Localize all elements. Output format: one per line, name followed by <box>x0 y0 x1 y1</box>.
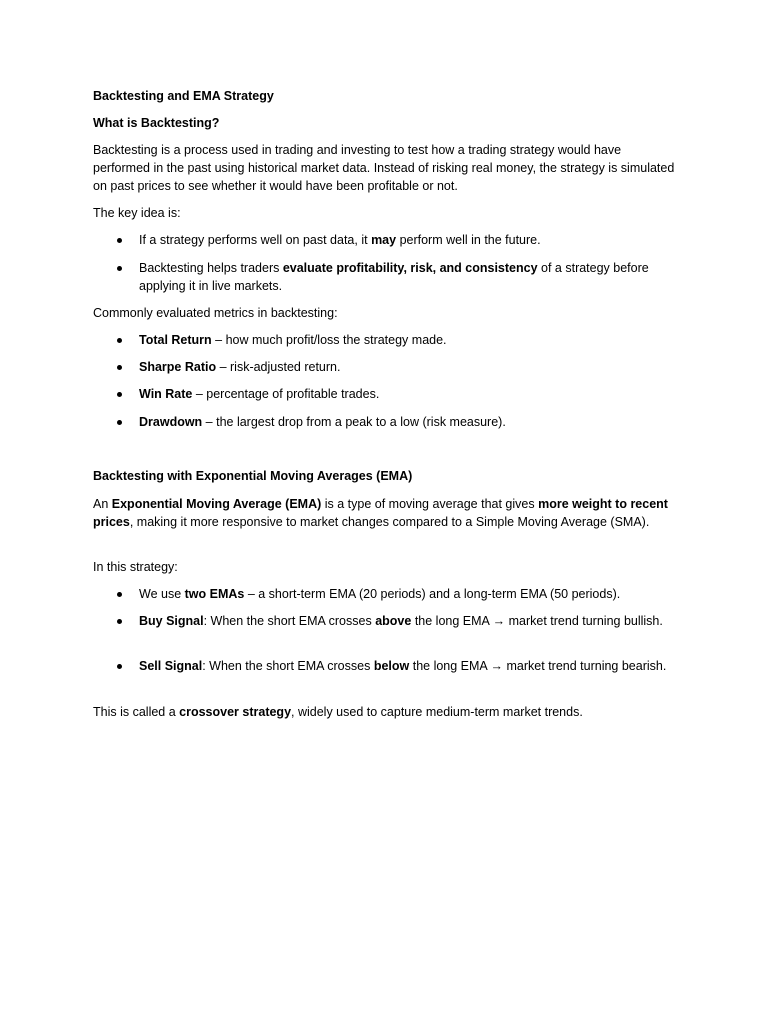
key-idea-list-2 <box>93 259 678 295</box>
list-item: Sell Signal: When the short EMA crosses below the long EMA → market trend turning bearish. <box>93 657 678 675</box>
section-heading-backtesting: What is Backtesting? <box>93 116 220 130</box>
strategy-list-2 <box>93 612 678 630</box>
list-item: If a strategy performs well on past data, it may perform well in the future. <box>93 231 678 249</box>
metrics-list-2 <box>93 358 678 376</box>
ema-intro-paragraph: An Exponential Moving Average (EMA) is a type of moving average that gives more weight to recent prices, making it more responsive to market changes compared to a Simple Moving Average (SMA). <box>93 497 668 529</box>
metrics-list-4 <box>93 413 678 431</box>
list-item: Sharpe Ratio – risk-adjusted return. <box>93 358 678 376</box>
list-item: Win Rate – percentage of profitable trades. <box>93 385 678 403</box>
metrics-list-1 <box>93 331 678 349</box>
conclusion-paragraph: This is called a crossover strategy, widely used to capture medium-term market trends. <box>93 705 583 719</box>
strategy-list-3 <box>93 657 678 675</box>
list-item: Buy Signal: When the short EMA crosses above the long EMA → market trend turning bullish. <box>93 612 678 630</box>
key-idea-list <box>93 231 678 249</box>
list-item: Drawdown – the largest drop from a peak to a low (risk measure). <box>93 413 678 431</box>
backtesting-intro-paragraph: Backtesting is a process used in trading and investing to test how a trading strategy would have performed in the past using historical market data. Instead of risking real money, the strategy is simulated on past prices to see whether it would have been profitable or not. <box>93 143 675 193</box>
key-idea-label: The key idea is: <box>93 206 181 220</box>
strategy-list-1 <box>93 585 678 603</box>
document-title: Backtesting and EMA Strategy <box>93 89 274 103</box>
metrics-list-3 <box>93 385 678 403</box>
section-heading-ema: Backtesting with Exponential Moving Averages (EMA) <box>93 469 413 483</box>
metrics-label: Commonly evaluated metrics in backtesting: <box>93 306 338 320</box>
strategy-label: In this strategy: <box>93 560 178 574</box>
list-item: We use two EMAs – a short-term EMA (20 periods) and a long-term EMA (50 periods). <box>93 585 678 603</box>
list-item: Backtesting helps traders evaluate profitability, risk, and consistency of a strategy before applying it in live markets. <box>93 259 678 295</box>
list-item: Total Return – how much profit/loss the strategy made. <box>93 331 678 349</box>
